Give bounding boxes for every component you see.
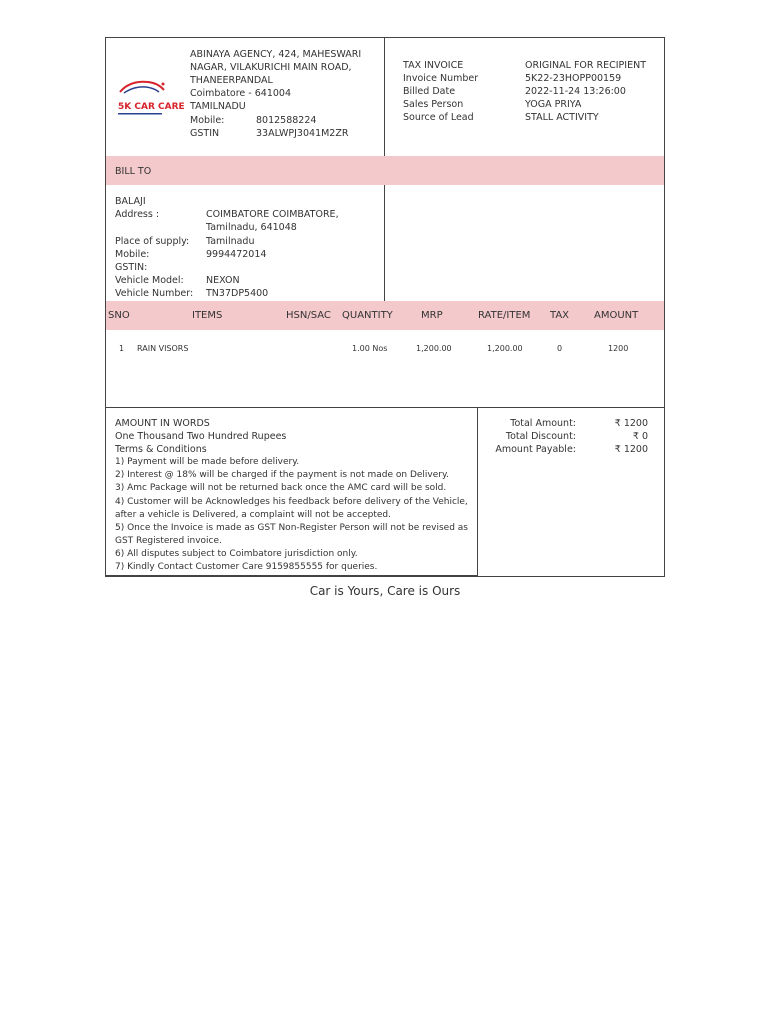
col-sno: SNO bbox=[108, 310, 130, 321]
company-address-line-1: ABINAYA AGENCY, 424, MAHESWARI bbox=[190, 49, 362, 60]
vehicle-model-label: Vehicle Model: bbox=[115, 275, 184, 286]
col-items: ITEMS bbox=[192, 310, 223, 321]
invoice-number-label: Invoice Number bbox=[403, 73, 479, 84]
terms-line-6: 5) Once the Invoice is made as GST Non-Register Person will not be revised as bbox=[115, 523, 468, 533]
total-discount-label: Total Discount: bbox=[505, 431, 576, 442]
vehicle-number-label: Vehicle Number: bbox=[115, 288, 194, 299]
terms-line-4: 4) Customer will be Acknowledges his feedback before delivery of the Vehicle, bbox=[115, 497, 468, 507]
terms-line-8: 6) All disputes subject to Coimbatore jurisdiction only. bbox=[115, 549, 358, 559]
items-table-header bbox=[106, 301, 664, 330]
customer-mobile-label: Mobile: bbox=[115, 249, 150, 260]
billed-date-label: Billed Date bbox=[403, 86, 456, 97]
customer-address-label: Address : bbox=[115, 209, 160, 220]
total-discount: ₹ 0 bbox=[632, 431, 648, 442]
sales-person-label: Sales Person bbox=[403, 99, 464, 110]
customer-mobile: 9994472014 bbox=[206, 249, 267, 260]
company-gstin: 33ALWPJ3041M2ZR bbox=[256, 128, 349, 139]
terms-line-5: after a vehicle is Delivered, a complaint will not be accepted. bbox=[115, 510, 391, 520]
billed-date: 2022-11-24 13:26:00 bbox=[525, 86, 626, 97]
col-mrp: MRP bbox=[421, 310, 443, 321]
row-item: RAIN VISORS bbox=[137, 344, 189, 353]
row-mrp: 1,200.00 bbox=[416, 344, 452, 353]
customer-address-line-1: COIMBATORE COIMBATORE, bbox=[206, 209, 339, 220]
amount-words-heading: AMOUNT IN WORDS bbox=[115, 418, 210, 429]
amount-payable: ₹ 1200 bbox=[614, 444, 648, 455]
row-tax: 0 bbox=[557, 344, 563, 353]
company-mobile: 8012588224 bbox=[256, 115, 317, 126]
sales-person: YOGA PRIYA bbox=[525, 99, 582, 110]
lead-source-label: Source of Lead bbox=[403, 112, 474, 123]
lead-source: STALL ACTIVITY bbox=[525, 112, 599, 123]
customer-gstin-label: GSTIN: bbox=[115, 262, 148, 273]
customer-address-line-2: Tamilnadu, 641048 bbox=[206, 222, 297, 233]
bill-to-heading: BILL TO bbox=[115, 166, 152, 177]
row-rate: 1,200.00 bbox=[487, 344, 523, 353]
col-quantity: QUANTITY bbox=[342, 310, 393, 321]
logo-text: 5K CAR CARE bbox=[118, 102, 185, 112]
terms-line-3: 3) Amc Package will not be returned back once the AMC card will be sold. bbox=[115, 483, 447, 493]
terms-line-1: 1) Payment will be made before delivery. bbox=[115, 457, 300, 467]
invoice-number: 5K22-23HOPP00159 bbox=[525, 73, 622, 84]
place-of-supply-label: Place of supply: bbox=[115, 236, 190, 247]
terms-line-7: GST Registered invoice. bbox=[115, 536, 222, 546]
invoice-copy: ORIGINAL FOR RECIPIENT bbox=[525, 60, 647, 71]
amount-words-value: One Thousand Two Hundred Rupees bbox=[115, 431, 287, 442]
row-quantity: 1.00 Nos bbox=[352, 344, 388, 353]
amount-payable-label: Amount Payable: bbox=[495, 444, 576, 455]
company-address-line-3: THANEERPANDAL bbox=[190, 75, 273, 86]
terms-line-2: 2) Interest @ 18% will be charged if the payment is not made on Delivery. bbox=[115, 470, 449, 480]
company-address-line-5: TAMILNADU bbox=[190, 101, 246, 112]
invoice-frame bbox=[105, 37, 665, 577]
terms-heading: Terms & Conditions bbox=[115, 444, 207, 455]
vehicle-model: NEXON bbox=[206, 275, 240, 286]
col-rate: RATE/ITEM bbox=[478, 310, 531, 321]
col-tax: TAX bbox=[550, 310, 570, 321]
footer-tagline: Car is Yours, Care is Ours bbox=[309, 584, 461, 598]
company-gstin-label: GSTIN bbox=[190, 128, 220, 139]
company-logo bbox=[114, 78, 185, 120]
bill-to-divider bbox=[384, 185, 385, 301]
company-mobile-label: Mobile: bbox=[190, 115, 225, 126]
company-address-line-2: NAGAR, VILAKURICHI MAIN ROAD, bbox=[190, 62, 352, 73]
place-of-supply: Tamilnadu bbox=[206, 236, 255, 247]
company-address-line-4: Coimbatore - 641004 bbox=[190, 88, 292, 99]
row-amount: 1200 bbox=[608, 344, 629, 353]
col-hsn: HSN/SAC bbox=[286, 310, 331, 321]
vehicle-number: TN37DP5400 bbox=[206, 288, 269, 299]
row-sno: 1 bbox=[119, 344, 125, 353]
total-amount: ₹ 1200 bbox=[614, 418, 648, 429]
invoice-title: TAX INVOICE bbox=[403, 60, 464, 71]
customer-name: BALAJI bbox=[115, 196, 146, 207]
header-divider bbox=[384, 38, 385, 156]
col-amount: AMOUNT bbox=[594, 310, 639, 321]
terms-line-9: 7) Kindly Contact Customer Care 9159855555 for queries. bbox=[115, 562, 378, 572]
bill-to-band bbox=[106, 156, 664, 185]
total-amount-label: Total Amount: bbox=[510, 418, 576, 429]
